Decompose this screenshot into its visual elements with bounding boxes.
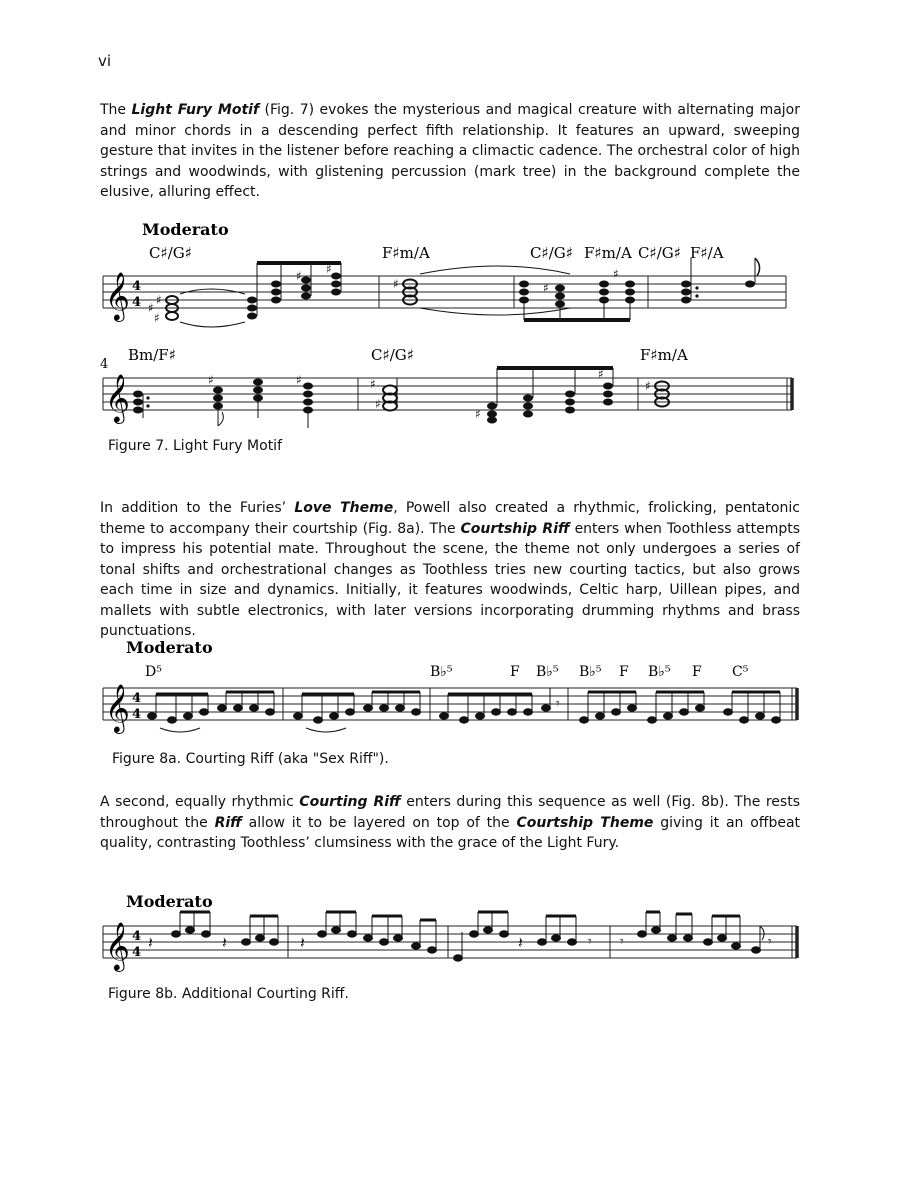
chord-symbol: F	[619, 664, 629, 680]
svg-text:𝄽: 𝄽	[300, 933, 305, 952]
chord-symbol: F	[692, 664, 702, 680]
svg-text:♯: ♯	[296, 269, 302, 283]
chord-symbol: C♯/G♯	[371, 346, 415, 364]
chord-symbol: D⁵	[145, 664, 162, 680]
svg-text:♯: ♯	[393, 277, 399, 291]
term-courting-riff: Courting Riff	[299, 794, 401, 810]
chord-symbol: C⁵	[732, 664, 749, 680]
svg-text:♯: ♯	[326, 262, 332, 276]
svg-text:4: 4	[132, 945, 142, 960]
figure-8b-score	[100, 890, 800, 970]
term-love-theme: Love Theme	[294, 500, 394, 516]
svg-text:4: 4	[132, 279, 142, 294]
svg-text:𝄽: 𝄽	[518, 933, 523, 952]
svg-text:𝄾: 𝄾	[768, 934, 772, 950]
chord-symbol: F♯m/A	[382, 244, 430, 262]
svg-text:𝄽: 𝄽	[148, 933, 153, 952]
term-courtship-theme: Courtship Theme	[516, 814, 654, 831]
chord-symbol: Bm/F♯	[128, 346, 176, 364]
term-courtship-riff: Courtship Riff	[460, 520, 570, 537]
figure-7-score	[100, 218, 800, 433]
svg-text:4: 4	[132, 295, 142, 310]
svg-text:𝄽: 𝄽	[222, 933, 227, 952]
chord-symbol: C♯/G♯	[149, 244, 193, 262]
svg-text:♯: ♯	[370, 377, 376, 391]
term-light-fury-motif: Light Fury Motif	[131, 102, 260, 118]
figure-8b-caption: Figure 8b. Additional Courting Riff.	[108, 986, 349, 1002]
svg-text:♯: ♯	[543, 281, 549, 295]
chord-symbol: B♭⁵	[579, 664, 602, 680]
chord-symbol: F♯m/A	[584, 244, 632, 262]
treble-clef-icon: 𝄞	[105, 271, 130, 320]
svg-text:♯: ♯	[613, 267, 619, 281]
chord-symbol: F♯/A	[690, 244, 724, 262]
svg-text:♯: ♯	[154, 311, 160, 325]
treble-clef-icon: 𝄞	[105, 373, 130, 422]
paragraph-second-riff: A second, equally rhythmic Courting Riff enters during this sequence as well (Fig. 8b). The rests throughout the Riff allow it to be layered on top of the Courtship Theme giving it an offbeat quality, contrasting Toothless’ clumsiness with the grace of the Light Fury.	[100, 794, 801, 851]
staff-system-2	[103, 378, 792, 410]
tempo-marking: Moderato	[142, 220, 229, 239]
chord-symbol: F	[510, 664, 520, 680]
chord-symbol: B♭⁵	[430, 664, 453, 680]
svg-text:♯: ♯	[645, 379, 651, 393]
tempo-marking: Moderato	[126, 638, 213, 657]
svg-text:♯: ♯	[296, 373, 302, 387]
svg-text:♯: ♯	[475, 407, 481, 421]
svg-text:♯: ♯	[375, 397, 381, 411]
term-riff: Riff	[214, 814, 242, 831]
chord-symbol: C♯/G♯	[638, 244, 682, 262]
chord-symbol: B♭⁵	[648, 664, 671, 680]
svg-text:♯: ♯	[208, 373, 214, 387]
paragraph-courtship-riff: In addition to the Furies’ Love Theme, Powell also created a rhythmic, frolicking, pentatonic theme to accompany their courtship (Fig. 8a). The Courtship Riff enters when Toothless attempts to impress his potential mate. Throughout the scene, the theme not only undergoes a series of tonal shifts and orchestrational changes as Toothless tries new courting tactics, but also grows each time in size and dynamics. Initially, it features woodwinds, Celtic harp, Uillean pipes, and mallets with subtle electronics, with later versions incorporating drumming rhythms and brass punctuations.	[100, 500, 800, 639]
svg-text:𝄾: 𝄾	[588, 934, 592, 950]
figure-8a-score	[100, 636, 800, 736]
treble-clef-icon: 𝄞	[105, 921, 130, 970]
page-number: vi	[98, 52, 112, 70]
svg-text:♯: ♯	[156, 293, 162, 307]
svg-text:♯: ♯	[148, 301, 154, 315]
svg-text:♯: ♯	[598, 367, 604, 381]
tempo-marking: Moderato	[126, 892, 213, 911]
svg-text:4: 4	[132, 707, 142, 722]
chord-symbol: B♭⁵	[536, 664, 559, 680]
svg-text:4: 4	[132, 929, 142, 944]
svg-text:4: 4	[132, 691, 142, 706]
svg-text:𝄾: 𝄾	[620, 934, 624, 950]
treble-clef-icon: 𝄞	[105, 683, 130, 732]
paragraph-light-fury: The Light Fury Motif (Fig. 7) evokes the mysterious and magical creature with alternating major and minor chords in a descending perfect fifth relationship. It features an upward, sweeping gesture that invites in the listener before reaching a climactic cadence. The orchestral color of high strings and woodwinds, with glistening percussion (mark tree) in the background complete the elusive, alluring effect.	[100, 102, 800, 200]
measure-number: 4	[100, 357, 109, 372]
figure-7-caption: Figure 7. Light Fury Motif	[108, 438, 282, 454]
chord-symbol: F♯m/A	[640, 346, 688, 364]
chord-symbol: C♯/G♯	[530, 244, 574, 262]
svg-text:𝄾: 𝄾	[556, 696, 560, 712]
figure-8a-caption: Figure 8a. Courting Riff (aka "Sex Riff").	[112, 751, 389, 767]
